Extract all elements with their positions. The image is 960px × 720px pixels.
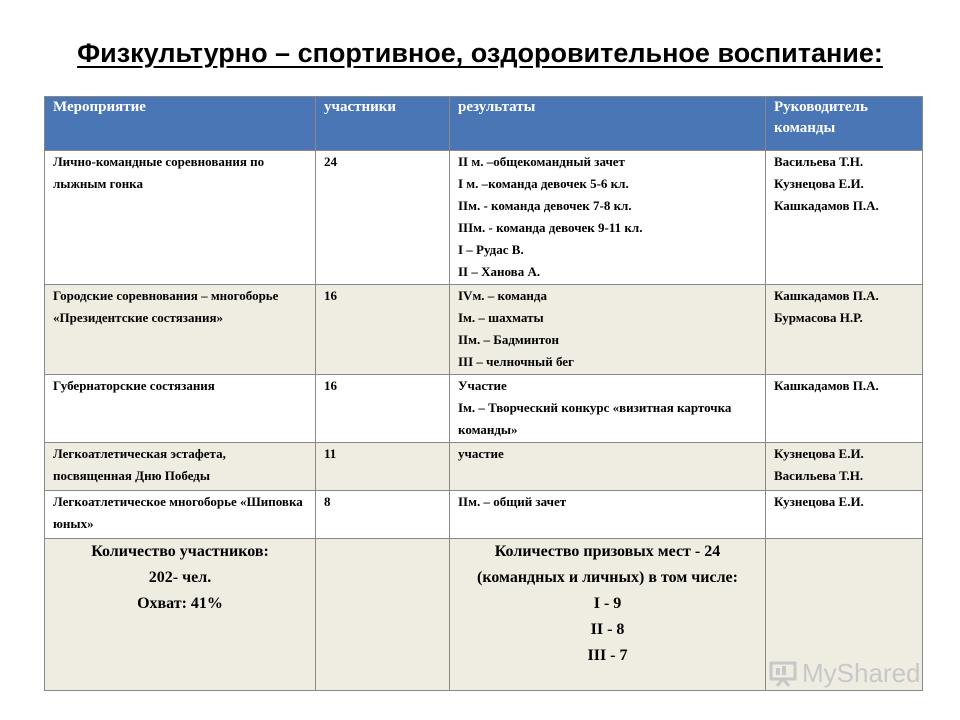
results-cell	[450, 443, 766, 491]
results-cell	[450, 285, 766, 375]
leader-name: Бурмасова Н.Р.	[774, 310, 863, 325]
leader-name: Кашкадамов П.А.	[774, 198, 879, 213]
leader-name: Кашкадамов П.А.	[774, 288, 879, 303]
table-row	[45, 491, 923, 539]
participants-summary-label: Количество участников:	[91, 543, 269, 560]
result-line: I м. –команда девочек 5-6 кл.	[458, 176, 629, 191]
leader-name: Кузнецова Е.И.	[774, 494, 864, 509]
result-line: IIм. – общий зачет	[458, 494, 567, 509]
participants-cell: 16	[316, 375, 450, 443]
event-cell: Губернаторские состязания	[45, 375, 316, 443]
leader-name: Кашкадамов П.А.	[774, 378, 879, 393]
result-line: IVм. – команда	[458, 288, 547, 303]
participants-cell: 11	[316, 443, 450, 491]
result-line: IIм. - команда девочек 7-8 кл.	[458, 198, 632, 213]
leader-cell	[766, 151, 923, 285]
watermark	[768, 656, 928, 690]
table-row	[45, 151, 923, 285]
result-line: III – челночный бег	[458, 354, 574, 369]
participants-cell: 8	[316, 491, 450, 539]
leader-cell	[766, 443, 923, 491]
event-cell: Лично-командные соревнования по лыжным гонка	[45, 151, 316, 285]
table-header-row	[45, 97, 923, 151]
coverage-value: Охват: 41%	[137, 595, 223, 612]
leader-name: Кузнецова Е.И.	[774, 176, 864, 191]
results-cell	[450, 375, 766, 443]
results-cell	[450, 151, 766, 285]
result-line: участие	[458, 446, 504, 461]
empty-cell	[316, 539, 450, 691]
table-row	[45, 285, 923, 375]
header-participants: участники	[316, 97, 450, 151]
result-line: Iм. – шахматы	[458, 310, 544, 325]
table-row	[45, 375, 923, 443]
leader-name: Кузнецова Е.И.	[774, 446, 864, 461]
leader-cell	[766, 491, 923, 539]
prizes-summary-label: Количество призовых мест - 24 (командных и личных) в том числе:	[477, 543, 738, 586]
result-line: IIм. – Бадминтон	[458, 332, 559, 347]
results-cell	[450, 491, 766, 539]
participants-summary-count: 202- чел.	[148, 569, 212, 586]
event-cell: Легкоатлетическое многоборье «Шиповка юных»	[45, 491, 316, 539]
result-line: I – Рудас В.	[458, 242, 524, 257]
header-leader: Руководитель команды	[766, 97, 923, 151]
event-cell: Легкоатлетическая эстафета, посвященная Дню Победы	[45, 443, 316, 491]
leader-name: Васильева Т.Н.	[774, 154, 864, 169]
participants-cell: 24	[316, 151, 450, 285]
participants-cell: 16	[316, 285, 450, 375]
result-line: II – Ханова А.	[458, 264, 541, 279]
result-line: II м. –общекомандный зачет	[458, 154, 625, 169]
prizes-summary-cell	[450, 539, 766, 691]
participants-summary-cell	[45, 539, 316, 691]
table-row	[45, 443, 923, 491]
place-3-count: III - 7	[587, 647, 628, 664]
watermark-text: MyShared	[802, 657, 921, 688]
place-2-count: II - 8	[590, 621, 625, 638]
header-event: Мероприятие	[45, 97, 316, 151]
result-line: Iм. – Творческий конкурс «визитная карточка команды»	[458, 400, 732, 437]
result-line: IIIм. - команда девочек 9-11 кл.	[458, 220, 643, 235]
place-1-count: I - 9	[593, 595, 622, 612]
leader-cell	[766, 375, 923, 443]
leader-name: Васильева Т.Н.	[774, 468, 864, 483]
sports-activities-table	[44, 96, 923, 691]
event-cell: Городские соревнования – многоборье «Президентские состязания»	[45, 285, 316, 375]
leader-cell	[766, 285, 923, 375]
result-line: Участие	[458, 378, 507, 393]
presentation-icon	[768, 659, 798, 687]
page-title: Физкультурно – спортивное, оздоровительное воспитание:	[77, 38, 883, 68]
header-results: результаты	[450, 97, 766, 151]
